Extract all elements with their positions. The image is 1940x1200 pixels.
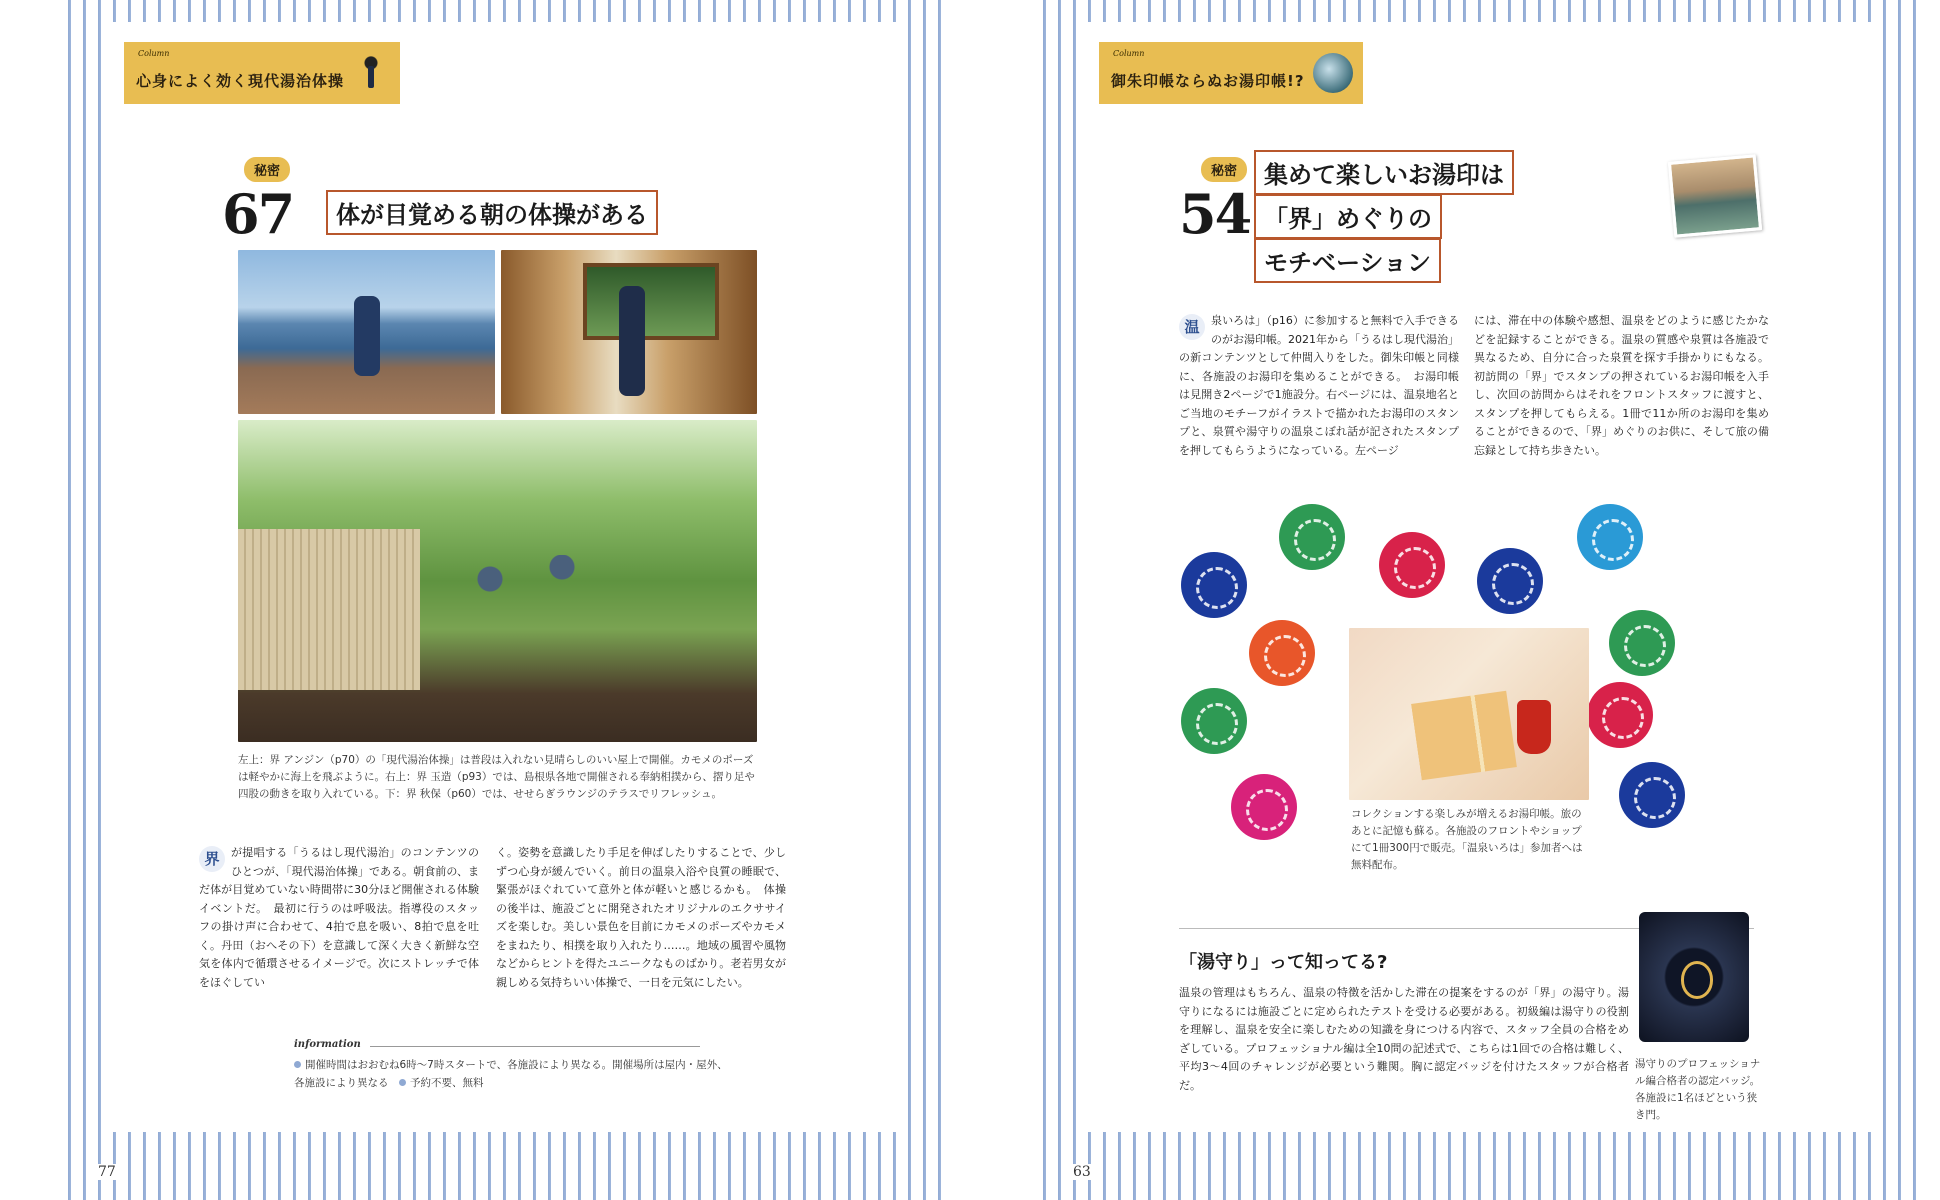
yumori-body: 温泉の管理はもちろん、温泉の特徴を活かした滞在の提案をするのが「界」の湯守り。湯守りになるには施設ごとに定められたテストを受ける必要がある。初級編は湯守りの役割を理解し、温泉を安全に楽しむための知識を身につける内容で、スタッフ全員の合格をめざしている。プロフェッショナル編は全10問の記述式で、こちらは1回での合格は難しく、平均3〜4回のチャレンジが必要という難関。胸に認定バッジを付けたスタッフが合格者だ。 xyxy=(1179,986,1629,1092)
page-number: 77 xyxy=(92,1164,122,1180)
rooftop-sea-photo xyxy=(238,250,495,414)
column-label: Column xyxy=(1113,49,1145,58)
info-item-1-cont: 各施設により異なる 予約不要、無料 xyxy=(294,1077,484,1089)
bullet-dot xyxy=(399,1079,406,1086)
stamp-green xyxy=(1609,610,1675,676)
body-text-1: 泉いろは」（p16）に参加すると無料で入手できるのがお湯印帳。2021年から「うるはし現代湯治」の新コンテンツとして仲間入りをした。御朱印帳と同様に、各施設のお湯印を集めることができる。 お湯印帳は見開き2ページで1施設分。右ページには、温泉地名とご当地のモチーフがイラストで描かれたお湯印のスタンプと、泉質や湯守りの温泉こぼれ話が記されたスタンプを押してもらうようになっている。左ページ xyxy=(1179,314,1459,457)
column-tab xyxy=(1099,42,1363,104)
right-page-content xyxy=(1079,22,1879,1132)
onsen-bath-photo xyxy=(1668,154,1762,237)
column-tab xyxy=(124,42,400,104)
book-caption: コレクションする楽しみが増えるお湯印帳。旅のあとに記憶も蘇る。各施設のフロントやショップにて1冊300円で販売。「温泉いろは」参加者へは無料配布。 xyxy=(1351,808,1583,871)
stamp-red xyxy=(1587,682,1653,748)
headline: 体が目覚める朝の体操がある xyxy=(326,190,658,235)
stamp-magenta xyxy=(1231,774,1297,840)
left-page-content xyxy=(104,22,904,1132)
stamp-blue xyxy=(1477,548,1543,614)
info-item-1: 開催時間はおおむね6時〜7時スタートで、各施設により異なる。開催場所は屋内・屋外、 xyxy=(294,1056,754,1074)
stamp-green xyxy=(1279,504,1345,570)
information-rule xyxy=(370,1046,700,1047)
stamp-book-photo xyxy=(1349,628,1589,800)
stamp-orange xyxy=(1249,620,1315,686)
secret-number: 67 xyxy=(222,182,294,246)
badge-caption: 湯守りのプロフェッショナル編合格者の認定バッジ。各施設に1名ほどという狭き門。 xyxy=(1635,1058,1761,1121)
stamp-light-blue xyxy=(1577,504,1643,570)
stamp-green xyxy=(1181,688,1247,754)
body-column-1 xyxy=(199,844,479,992)
body-column-1 xyxy=(1179,312,1459,460)
stamp-red xyxy=(1379,532,1445,598)
left-page xyxy=(62,0,947,1200)
secret-badge: 秘密 xyxy=(244,157,290,182)
body-column-2: く。姿勢を意識したり手足を伸ばしたりすることで、少しずつ心身が緩んでいく。前日の温泉入浴や良質の睡眠で、緊張がほぐれていて意外と体が軽いと感じるかも。 体操の後半は、施設ごとに開発されたオリジナルのエクササイズを楽しむ。美しい景色を目前にカモメのポーズやカモメをまねたり、相撲を取り入れたり……。地域の風習や風物などからヒントを得たユニークなものばかり。老若男女が親しめる気持ちいい体操で、一日を元気にしたい。 xyxy=(496,846,786,989)
column-title: 心身によく効く現代湯治体操 xyxy=(136,71,345,90)
indoor-exercise-photo xyxy=(501,250,757,414)
headline-line-3: モチベーション xyxy=(1254,238,1441,283)
dropcap: 界 xyxy=(199,846,225,872)
column-title: 御朱印帳ならぬお湯印帳!? xyxy=(1111,71,1305,90)
secret-number: 54 xyxy=(1179,182,1251,246)
stamp-blue xyxy=(1619,762,1685,828)
information-text xyxy=(294,1056,754,1092)
page-number: 63 xyxy=(1067,1164,1097,1180)
headline-line-1: 集めて楽しいお湯印は xyxy=(1254,150,1514,195)
headline-line-2: 「界」めぐりの xyxy=(1254,194,1442,239)
bullet-dot xyxy=(294,1061,301,1068)
column-label: Column xyxy=(138,49,170,58)
subheading: 「湯守り」って知ってる? xyxy=(1179,952,1388,973)
dropcap: 温 xyxy=(1179,314,1205,340)
body-column-2: には、滞在中の体験や感想、温泉をどのように感じたかなどを記録することができる。温泉の質感や泉質は各施設で異なるため、自分に合った泉質を探す手掛かりにもなる。初訪問の「界」でスタンプの押されているお湯印帳を入手し、次回の訪問からはそれをフロントスタッフに渡すと、スタンプを押してもらえる。1冊で11か所のお湯印を集めることができるので、「界」めぐりのお供に、そして旅の備忘録として持ち歩きたい。 xyxy=(1474,314,1769,457)
body-text-1: が提唱する「うるはし現代湯治」のコンテンツのひとつが、「現代湯治体操」である。朝食前の、まだ体が目覚めていない時間帯に30分ほど開催される体験イベントだ。 最初に行うのは呼吸法。指導役のスタッフの掛け声に合わせて、4拍で息を吸い、8拍で息を吐く。丹田（おへその下）を意識して深く大きく新鮮な空気を体内で循環させるイメージで。次にストレッチで体をほぐしてい xyxy=(199,846,479,989)
exercise-figure-thumbnail xyxy=(352,50,390,96)
yumori-badge-photo xyxy=(1639,912,1749,1042)
right-page xyxy=(1037,0,1922,1200)
secret-badge: 秘密 xyxy=(1201,157,1247,182)
forest-terrace-photo xyxy=(238,420,757,742)
hot-spring-thumbnail xyxy=(1313,53,1353,93)
stamp-blue xyxy=(1181,552,1247,618)
photo-caption: 左上：界 アンジン（p70）の「現代湯治体操」は普段は入れない見晴らしのいい屋上で開催。カモメのポーズは軽やかに海上を飛ぶように。右上：界 玉造（p93）では、島根県各地で開催される奉納相撲から、摺り足や四股の動きを取り入れている。下：界 秋保（p60）では、せせらぎラウンジのテラスでリフレッシュ。 xyxy=(238,754,755,800)
information-label: information xyxy=(294,1039,361,1050)
